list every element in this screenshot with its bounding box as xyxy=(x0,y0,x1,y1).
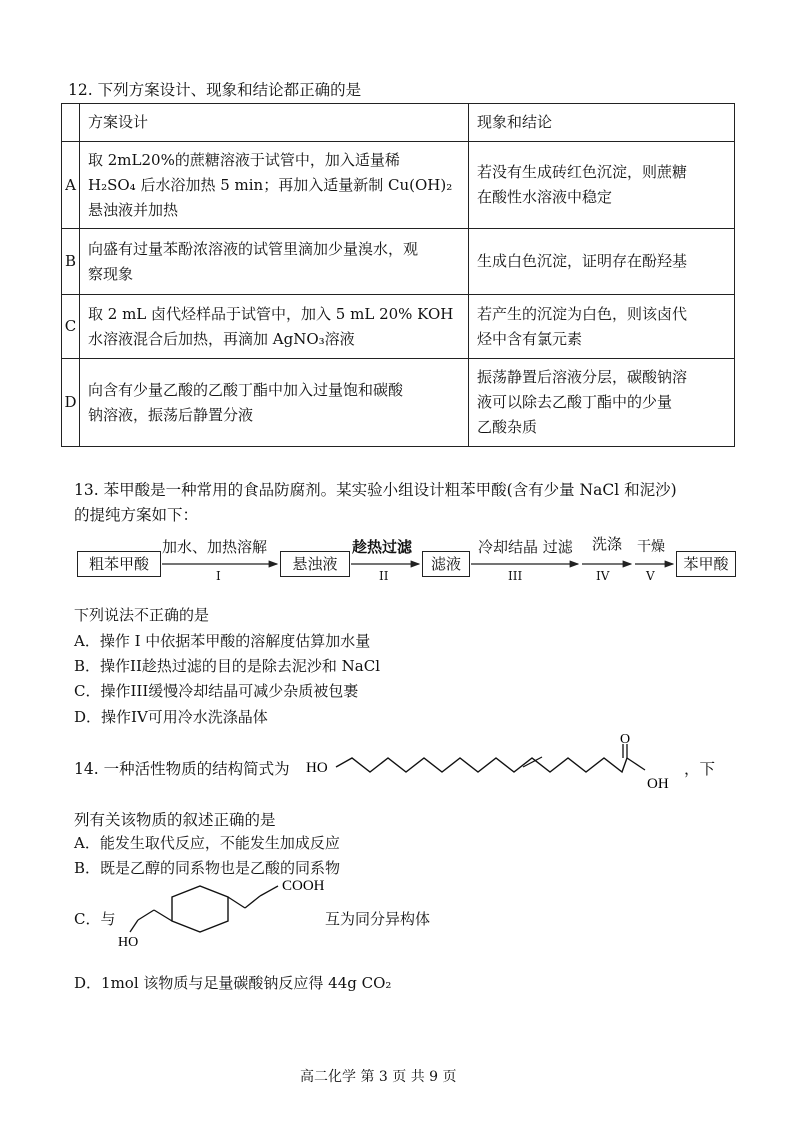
q14-option-a: A．能发生取代反应，不能发生加成反应 xyxy=(74,834,340,852)
q13-stem-line2: 的提纯方案如下： xyxy=(74,506,199,524)
q14-option-c-prefix: C．与 xyxy=(74,910,116,928)
design-line: 向盛有过量苯酚浓溶液的试管里滴加少量溴水，观 xyxy=(88,239,419,258)
flow-box-suspension: 悬浊液 xyxy=(280,551,350,577)
q14-stem-tail: ，下 xyxy=(684,760,716,778)
hydroxyl-bond xyxy=(627,758,645,770)
flow-step-num: V xyxy=(646,569,655,583)
chain-bond xyxy=(245,896,260,908)
oh-bond xyxy=(130,920,138,932)
row-label: A xyxy=(62,142,80,229)
q14-option-c-structure xyxy=(110,874,350,954)
cyclohexane-ring xyxy=(172,886,228,932)
chain-bond xyxy=(260,886,278,896)
q13-prompt: 下列说法不正确的是 xyxy=(74,606,210,624)
header-design: 方案设计 xyxy=(80,104,469,142)
result-line: 乙酸杂质 xyxy=(477,418,538,436)
q14-option-d: D．1mol 该物质与足量碳酸钠反应得 44g CO₂ xyxy=(74,974,392,992)
flow-step-num: IV xyxy=(596,569,610,583)
flow-step-num: III xyxy=(508,569,523,583)
result-line: 烃中含有氯元素 xyxy=(477,329,583,348)
q13-option-c: C．操作III缓慢冷却结晶可减少杂质被包裹 xyxy=(74,682,359,700)
design-line: 钠溶液，振荡后静置分液 xyxy=(88,405,254,424)
header-result: 现象和结论 xyxy=(469,104,735,142)
design-line: 向含有少量乙酸的乙酸丁酯中加入过量饱和碳酸 xyxy=(88,380,404,399)
design-line: H₂SO₄ 后水浴加热 5 min；再加入适量新制 Cu(OH)₂ xyxy=(88,175,453,194)
q13-option-a: A．操作 I 中依据苯甲酸的溶解度估算加水量 xyxy=(74,632,371,650)
ch2-bond xyxy=(138,910,154,920)
mol-label-oh: OH xyxy=(647,776,669,792)
flow-box-filtrate: 滤液 xyxy=(422,551,470,577)
page-footer: 高二化学 第 3 页 共 9 页 xyxy=(300,1069,457,1085)
chain-bond xyxy=(228,897,245,908)
carbon-chain xyxy=(336,758,627,772)
result-line: 液可以除去乙酸丁酯中的少量 xyxy=(477,393,673,411)
flow-step-label: 干燥 xyxy=(637,539,665,555)
q14-stem: 14. 一种活性物质的结构简式为 xyxy=(74,760,290,778)
result-line: 若产生的沉淀为白色，则该卤代 xyxy=(477,304,688,323)
flow-step-label: 加水、加热溶解 xyxy=(162,538,268,556)
flow-step-num: II xyxy=(379,569,389,583)
q14-option-c-suffix: 互为同分异构体 xyxy=(325,910,431,928)
flow-box-product: 苯甲酸 xyxy=(676,551,736,577)
row-label: C xyxy=(62,295,80,359)
flow-step-num: I xyxy=(216,569,221,583)
mol-label-cooh: COOH xyxy=(282,878,325,894)
ch2-bond xyxy=(154,910,172,921)
flow-step-label: 洗涤 xyxy=(592,535,623,553)
q13-stem-line1: 13. 苯甲酸是一种常用的食品防腐剂。某实验小组设计粗苯甲酸(含有少量 NaCl 和泥沙) xyxy=(74,481,677,499)
design-line: 水溶液混合后加热，再滴加 AgNO₃溶液 xyxy=(88,329,355,348)
flow-step-label: 冷却结晶 过滤 xyxy=(478,538,573,556)
result-line: 在酸性水溶液中稳定 xyxy=(477,188,613,206)
design-line: 悬浊液并加热 xyxy=(88,200,179,219)
mol-label-ho2: HO xyxy=(118,935,139,950)
mol-label-ho: HO xyxy=(306,760,328,776)
q14-structure xyxy=(300,732,720,796)
flow-box-crude: 粗苯甲酸 xyxy=(77,551,161,577)
design-line: 察现象 xyxy=(88,264,134,283)
q13-option-d: D．操作IV可用冷水洗涤晶体 xyxy=(74,708,268,726)
q13-option-b: B．操作II趁热过滤的目的是除去泥沙和 NaCl xyxy=(74,657,380,675)
mol-label-o: O xyxy=(620,732,631,747)
design-line: 取 2mL20%的蔗糖溶液于试管中，加入适量稀 xyxy=(88,150,400,169)
q14-option-b: B．既是乙醇的同系物也是乙酸的同系物 xyxy=(74,859,341,877)
row-label: D xyxy=(62,359,80,447)
result-line: 振荡静置后溶液分层，碳酸钠溶 xyxy=(477,368,688,386)
design-line: 取 2 mL 卤代烃样品于试管中，加入 5 mL 20% KOH xyxy=(88,304,454,323)
row-label: B xyxy=(62,229,80,295)
q14-stem-line2: 列有关该物质的叙述正确的是 xyxy=(74,811,276,829)
result-line: 若没有生成砖红色沉淀，则蔗糖 xyxy=(477,163,688,181)
flow-step-label: 趁热过滤 xyxy=(352,538,413,556)
result-line: 生成白色沉淀，证明存在酚羟基 xyxy=(477,252,688,270)
q12-stem: 12. 下列方案设计、现象和结论都正确的是 xyxy=(68,81,362,99)
